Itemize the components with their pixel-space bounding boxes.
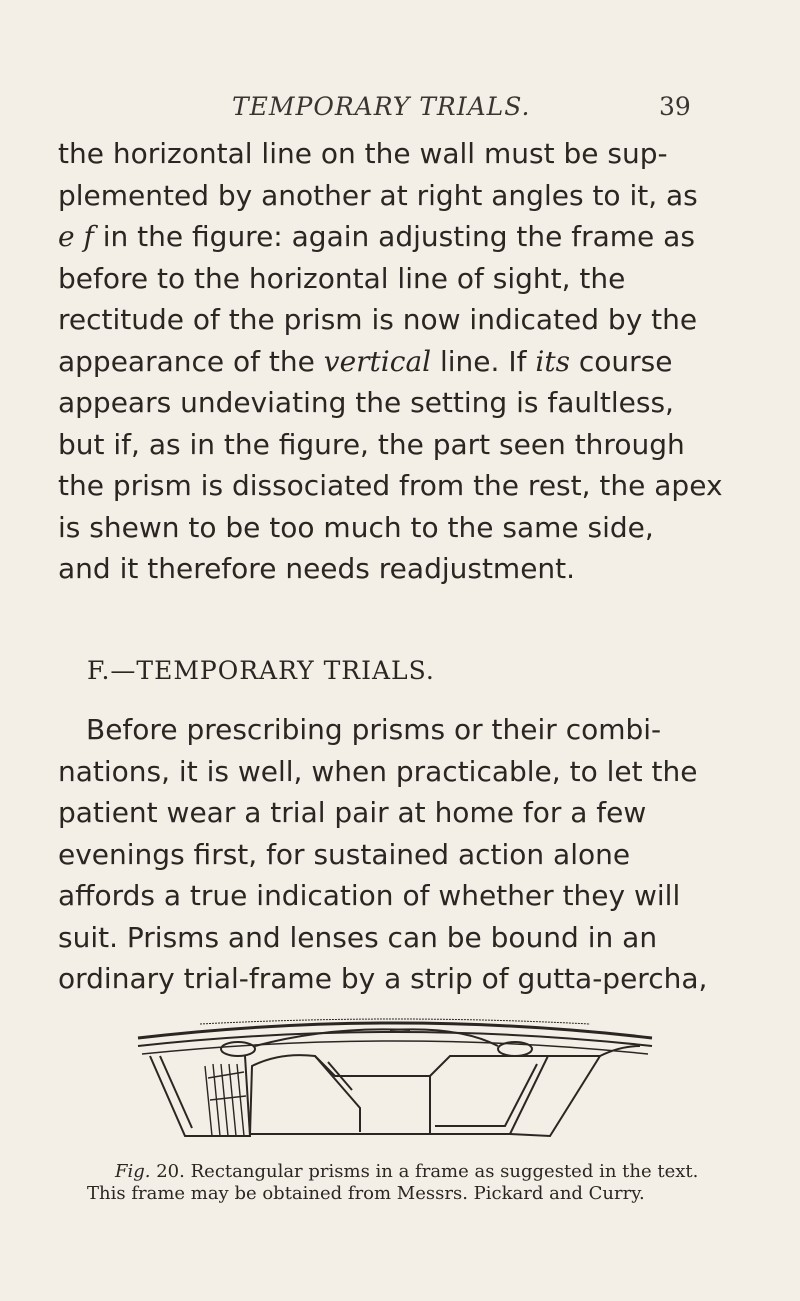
text-fragment: line. If [440,344,527,378]
section-heading: F.—TEMPORARY TRIALS. [87,656,435,685]
italic-vertical: vertical [323,344,432,378]
frame-top-bar [138,1019,652,1054]
paragraph-2 [58,709,748,1000]
text-line: the horizontal line on the wall must be sup- [58,137,668,170]
text-line: affords a true indication of whether they will [58,879,681,912]
caption-line-2: This frame may be obtained from Messrs. Pickard and Curry. [87,1183,645,1204]
running-head: TEMPORARY TRIALS. [232,92,531,121]
text-line: Before prescribing prisms or their combi- [86,713,662,746]
prism-frame-illustration [130,1016,660,1150]
caption-line-1: Rectangular prisms in a frame as suggested in the text. [190,1161,699,1182]
text-fragment: course [578,344,673,378]
right-lens-panel [250,1055,548,1134]
figure-caption [87,1161,715,1205]
text-line [58,216,748,258]
figure-number: 20. [156,1161,185,1182]
italic-its: its [535,344,570,378]
text-line: rectitude of the prism is now indicated by the [58,303,698,336]
paragraph-1 [58,133,748,590]
text-fragment: appearance of the [58,344,315,378]
text-line: evenings first, for sustained action alone [58,837,631,871]
text-line: patient wear a trial pair at home for a few [58,796,647,829]
text-line: and it therefore needs readjustment. [58,552,576,585]
figure-label: Fig. [115,1161,151,1182]
page-number: 39 [659,92,691,121]
text-line: but if, as in the figure, the part seen through [58,427,685,461]
text-line: the prism is dissociated from the rest, the apex [58,469,723,502]
italic-label-ef: e f [58,220,94,253]
text-line: is shewn to be too much to the same side, [58,510,654,544]
text-line: appears undeviating the setting is faultless, [58,386,674,419]
text-line: plemented by another at right angles to it, as [58,178,698,212]
text-line: ordinary trial-frame by a strip of gutta-percha, [58,962,708,995]
page-header [232,92,692,132]
text-fragment: in the figure: again adjusting the frame as [102,220,695,253]
right-prism [510,1046,640,1136]
text-line: before to the horizontal line of sight, the [58,261,626,295]
text-line [58,341,748,383]
text-line: nations, it is well, when practicable, to let the [58,754,698,788]
text-line: suit. Prisms and lenses can be bound in an [58,920,658,954]
left-prism-shading [205,1064,246,1136]
